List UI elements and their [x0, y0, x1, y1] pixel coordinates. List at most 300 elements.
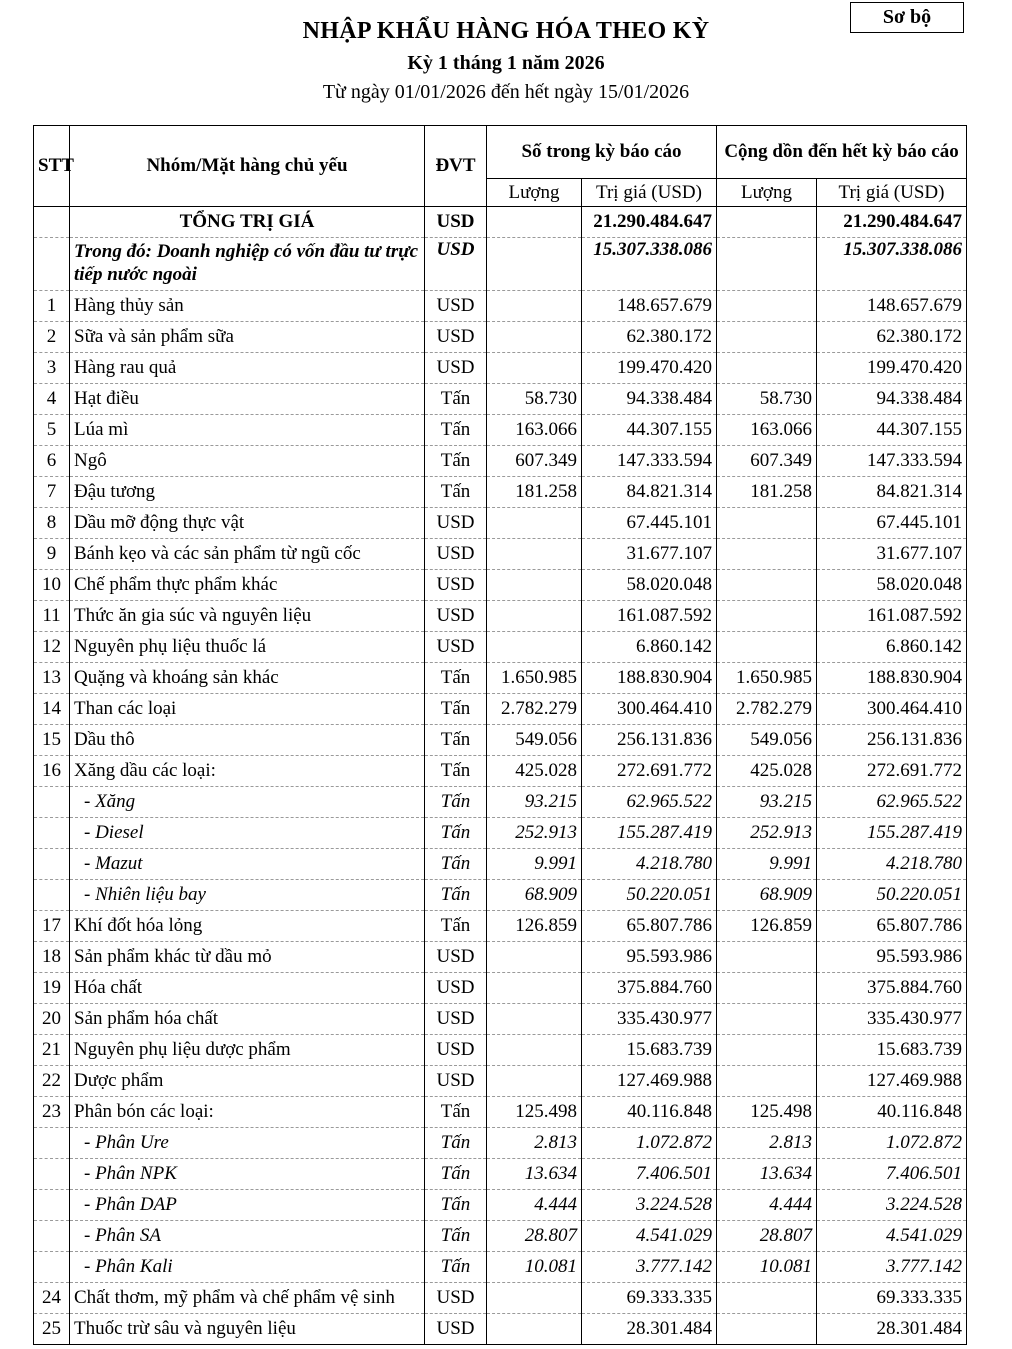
cell-stt: 10 [34, 570, 70, 601]
cell-qty-period [487, 353, 582, 384]
cell-stt: 9 [34, 539, 70, 570]
cell-value-period: 4.541.029 [582, 1221, 717, 1252]
cell-item-name: Thuốc trừ sâu và nguyên liệu [70, 1314, 425, 1345]
cell-qty-cumulative: 10.081 [717, 1252, 817, 1283]
cell-item-name: - Phân Ure [70, 1128, 425, 1159]
cell-value-period: 44.307.155 [582, 415, 717, 446]
cell-qty-cumulative: 28.807 [717, 1221, 817, 1252]
cell-unit: USD [425, 1314, 487, 1345]
table-row [34, 787, 967, 818]
cell-qty-cumulative: 126.859 [717, 911, 817, 942]
cell-qty-cumulative [717, 1066, 817, 1097]
cell-qty-cumulative [717, 322, 817, 353]
cell-value-period: 4.218.780 [582, 849, 717, 880]
cell-value-cumulative: 1.072.872 [817, 1128, 967, 1159]
cell-value-period: 84.821.314 [582, 477, 717, 508]
cell-item-name: Than các loại [70, 694, 425, 725]
cell-qty-cumulative: 93.215 [717, 787, 817, 818]
cell-unit: USD [425, 601, 487, 632]
cell-qty-period: 549.056 [487, 725, 582, 756]
table-row [34, 973, 967, 1004]
cell-stt [34, 818, 70, 849]
cell-qty-cumulative [717, 238, 817, 291]
table-row [34, 570, 967, 601]
cell-item-name: Hóa chất [70, 973, 425, 1004]
cell-unit: USD [425, 207, 487, 238]
cell-unit: Tấn [425, 725, 487, 756]
cell-stt: 13 [34, 663, 70, 694]
cell-qty-cumulative: 58.730 [717, 384, 817, 415]
cell-item-name: Quặng và khoáng sản khác [70, 663, 425, 694]
cell-stt [34, 880, 70, 911]
cell-item-name: Sữa và sản phẩm sữa [70, 322, 425, 353]
cell-stt: 18 [34, 942, 70, 973]
cell-value-cumulative: 272.691.772 [817, 756, 967, 787]
cell-stt: 14 [34, 694, 70, 725]
cell-value-cumulative: 300.464.410 [817, 694, 967, 725]
cell-value-period: 31.677.107 [582, 539, 717, 570]
cell-qty-period [487, 508, 582, 539]
cell-value-period: 67.445.101 [582, 508, 717, 539]
cell-qty-period: 10.081 [487, 1252, 582, 1283]
cell-qty-cumulative [717, 1314, 817, 1345]
cell-item-name: Phân bón các loại: [70, 1097, 425, 1128]
table-row [34, 1066, 967, 1097]
table-row [34, 508, 967, 539]
table-row [34, 415, 967, 446]
table-row [34, 384, 967, 415]
page-title: NHẬP KHẨU HÀNG HÓA THEO KỲ [302, 18, 710, 44]
cell-stt: 4 [34, 384, 70, 415]
header-qty-cumulative: Lượng [717, 179, 817, 207]
cell-unit: Tấn [425, 911, 487, 942]
cell-value-cumulative: 375.884.760 [817, 973, 967, 1004]
header-value-cumulative: Trị giá (USD) [817, 179, 967, 207]
cell-stt: 11 [34, 601, 70, 632]
cell-stt: 12 [34, 632, 70, 663]
cell-value-period: 147.333.594 [582, 446, 717, 477]
cell-value-cumulative: 155.287.419 [817, 818, 967, 849]
cell-value-cumulative: 148.657.679 [817, 291, 967, 322]
cell-unit: Tấn [425, 1128, 487, 1159]
cell-qty-cumulative: 549.056 [717, 725, 817, 756]
cell-unit: USD [425, 508, 487, 539]
cell-qty-period [487, 1004, 582, 1035]
cell-value-cumulative: 4.218.780 [817, 849, 967, 880]
table-row [34, 353, 967, 384]
cell-value-period: 58.020.048 [582, 570, 717, 601]
cell-item-name: Thức ăn gia súc và nguyên liệu [70, 601, 425, 632]
cell-unit: Tấn [425, 415, 487, 446]
cell-item-name: Dược phẩm [70, 1066, 425, 1097]
cell-value-period: 335.430.977 [582, 1004, 717, 1035]
cell-item-name: Khí đốt hóa lỏng [70, 911, 425, 942]
cell-value-period: 50.220.051 [582, 880, 717, 911]
cell-value-cumulative: 3.777.142 [817, 1252, 967, 1283]
cell-value-cumulative: 69.333.335 [817, 1283, 967, 1314]
cell-qty-period: 181.258 [487, 477, 582, 508]
cell-qty-period [487, 1314, 582, 1345]
cell-value-cumulative: 3.224.528 [817, 1190, 967, 1221]
table-row [34, 663, 967, 694]
table-row [34, 1128, 967, 1159]
cell-stt: 21 [34, 1035, 70, 1066]
table-row [34, 238, 967, 291]
cell-value-period: 62.965.522 [582, 787, 717, 818]
cell-qty-period: 163.066 [487, 415, 582, 446]
cell-value-cumulative: 31.677.107 [817, 539, 967, 570]
cell-unit: USD [425, 973, 487, 1004]
table-row [34, 1190, 967, 1221]
header-stt: STT [34, 126, 70, 207]
cell-qty-cumulative [717, 508, 817, 539]
cell-qty-period: 2.782.279 [487, 694, 582, 725]
cell-item-name: Bánh kẹo và các sản phẩm từ ngũ cốc [70, 539, 425, 570]
cell-value-period: 375.884.760 [582, 973, 717, 1004]
cell-unit: USD [425, 539, 487, 570]
cell-value-period: 28.301.484 [582, 1314, 717, 1345]
cell-stt [34, 1221, 70, 1252]
cell-value-cumulative: 147.333.594 [817, 446, 967, 477]
cell-qty-cumulative [717, 1004, 817, 1035]
page-subtitle: Kỳ 1 tháng 1 năm 2026 [407, 52, 605, 74]
cell-qty-cumulative: 2.782.279 [717, 694, 817, 725]
cell-value-cumulative: 188.830.904 [817, 663, 967, 694]
cell-qty-cumulative [717, 570, 817, 601]
cell-qty-cumulative [717, 942, 817, 973]
cell-item-name: TỔNG TRỊ GIÁ [70, 207, 425, 238]
cell-value-period: 21.290.484.647 [582, 207, 717, 238]
table-row [34, 1283, 967, 1314]
cell-item-name: Hạt điều [70, 384, 425, 415]
cell-qty-period [487, 1066, 582, 1097]
cell-qty-cumulative: 1.650.985 [717, 663, 817, 694]
cell-value-period: 127.469.988 [582, 1066, 717, 1097]
cell-unit: Tấn [425, 477, 487, 508]
cell-value-period: 272.691.772 [582, 756, 717, 787]
cell-qty-period [487, 291, 582, 322]
cell-stt [34, 787, 70, 818]
table-row [34, 1314, 967, 1345]
cell-item-name: Đậu tương [70, 477, 425, 508]
header-value-period: Trị giá (USD) [582, 179, 717, 207]
cell-qty-cumulative: 125.498 [717, 1097, 817, 1128]
cell-qty-period: 93.215 [487, 787, 582, 818]
cell-value-period: 300.464.410 [582, 694, 717, 725]
table-row [34, 1097, 967, 1128]
cell-unit: USD [425, 632, 487, 663]
table-row [34, 1252, 967, 1283]
cell-qty-cumulative: 13.634 [717, 1159, 817, 1190]
cell-stt [34, 1190, 70, 1221]
cell-value-period: 6.860.142 [582, 632, 717, 663]
cell-value-cumulative: 28.301.484 [817, 1314, 967, 1345]
cell-stt: 24 [34, 1283, 70, 1314]
cell-qty-period: 607.349 [487, 446, 582, 477]
cell-value-cumulative: 6.860.142 [817, 632, 967, 663]
cell-value-period: 94.338.484 [582, 384, 717, 415]
cell-item-name: Xăng dầu các loại: [70, 756, 425, 787]
cell-item-name: Lúa mì [70, 415, 425, 446]
cell-stt: 1 [34, 291, 70, 322]
import-table [33, 125, 967, 1345]
cell-qty-period: 252.913 [487, 818, 582, 849]
cell-value-period: 95.593.986 [582, 942, 717, 973]
header-qty-period: Lượng [487, 179, 582, 207]
cell-stt: 3 [34, 353, 70, 384]
cell-qty-cumulative [717, 973, 817, 1004]
table-row [34, 694, 967, 725]
table-row [34, 1221, 967, 1252]
cell-unit: USD [425, 322, 487, 353]
cell-stt: 15 [34, 725, 70, 756]
cell-qty-cumulative [717, 539, 817, 570]
cell-stt: 19 [34, 973, 70, 1004]
cell-qty-period [487, 322, 582, 353]
cell-qty-cumulative: 9.991 [717, 849, 817, 880]
cell-value-period: 15.683.739 [582, 1035, 717, 1066]
cell-item-name: - Phân NPK [70, 1159, 425, 1190]
table-row [34, 849, 967, 880]
cell-qty-period: 9.991 [487, 849, 582, 880]
cell-item-name: Ngô [70, 446, 425, 477]
cell-item-name: Chế phẩm thực phẩm khác [70, 570, 425, 601]
cell-qty-period [487, 942, 582, 973]
cell-value-cumulative: 4.541.029 [817, 1221, 967, 1252]
cell-value-cumulative: 94.338.484 [817, 384, 967, 415]
cell-qty-cumulative [717, 207, 817, 238]
cell-value-period: 62.380.172 [582, 322, 717, 353]
cell-stt [34, 238, 70, 291]
header-unit: ĐVT [425, 126, 487, 207]
cell-value-cumulative: 67.445.101 [817, 508, 967, 539]
cell-value-period: 40.116.848 [582, 1097, 717, 1128]
header-cumulative: Cộng dồn đến hết kỳ báo cáo [717, 126, 967, 179]
table-row [34, 539, 967, 570]
cell-stt: 6 [34, 446, 70, 477]
cell-qty-period: 425.028 [487, 756, 582, 787]
cell-stt: 17 [34, 911, 70, 942]
cell-stt [34, 849, 70, 880]
cell-qty-cumulative [717, 632, 817, 663]
status-badge: Sơ bộ [850, 2, 964, 33]
cell-value-cumulative: 15.683.739 [817, 1035, 967, 1066]
table-row [34, 1004, 967, 1035]
cell-item-name: Hàng rau quả [70, 353, 425, 384]
cell-unit: USD [425, 1004, 487, 1035]
cell-qty-period: 126.859 [487, 911, 582, 942]
cell-unit: Tấn [425, 1252, 487, 1283]
cell-item-name: Sản phẩm hóa chất [70, 1004, 425, 1035]
table-row [34, 880, 967, 911]
cell-qty-cumulative: 607.349 [717, 446, 817, 477]
cell-item-name: - Diesel [70, 818, 425, 849]
cell-unit: USD [425, 1066, 487, 1097]
cell-unit: Tấn [425, 384, 487, 415]
cell-qty-cumulative [717, 1035, 817, 1066]
cell-qty-cumulative: 425.028 [717, 756, 817, 787]
table-row [34, 725, 967, 756]
cell-unit: USD [425, 942, 487, 973]
cell-value-cumulative: 40.116.848 [817, 1097, 967, 1128]
cell-qty-cumulative: 4.444 [717, 1190, 817, 1221]
cell-qty-period: 68.909 [487, 880, 582, 911]
cell-value-cumulative: 84.821.314 [817, 477, 967, 508]
table-row [34, 322, 967, 353]
cell-item-name: - Mazut [70, 849, 425, 880]
cell-qty-cumulative [717, 601, 817, 632]
cell-value-period: 161.087.592 [582, 601, 717, 632]
cell-stt [34, 1159, 70, 1190]
cell-value-cumulative: 127.469.988 [817, 1066, 967, 1097]
cell-unit: USD [425, 1283, 487, 1314]
cell-value-period: 155.287.419 [582, 818, 717, 849]
cell-unit: Tấn [425, 818, 487, 849]
cell-qty-period [487, 570, 582, 601]
table-row [34, 477, 967, 508]
cell-item-name: Chất thơm, mỹ phẩm và chế phẩm vệ sinh [70, 1283, 425, 1314]
table-row [34, 1035, 967, 1066]
cell-qty-period: 125.498 [487, 1097, 582, 1128]
cell-qty-period: 28.807 [487, 1221, 582, 1252]
cell-qty-period: 58.730 [487, 384, 582, 415]
cell-qty-period [487, 601, 582, 632]
table-row [34, 291, 967, 322]
cell-qty-cumulative [717, 291, 817, 322]
cell-qty-cumulative: 252.913 [717, 818, 817, 849]
cell-item-name: Trong đó: Doanh nghiệp có vốn đầu tư trực tiếp nước ngoài [70, 238, 425, 291]
cell-unit: USD [425, 238, 487, 291]
cell-item-name: Sản phẩm khác từ dầu mỏ [70, 942, 425, 973]
period-range: Từ ngày 01/01/2026 đến hết ngày 15/01/2026 [322, 81, 690, 103]
cell-value-period: 148.657.679 [582, 291, 717, 322]
cell-value-cumulative: 44.307.155 [817, 415, 967, 446]
cell-stt [34, 1252, 70, 1283]
cell-qty-cumulative: 68.909 [717, 880, 817, 911]
cell-value-cumulative: 7.406.501 [817, 1159, 967, 1190]
cell-unit: Tấn [425, 446, 487, 477]
cell-qty-cumulative [717, 353, 817, 384]
cell-unit: Tấn [425, 787, 487, 818]
cell-value-cumulative: 58.020.048 [817, 570, 967, 601]
cell-stt [34, 207, 70, 238]
cell-qty-period [487, 632, 582, 663]
cell-unit: Tấn [425, 694, 487, 725]
cell-value-cumulative: 21.290.484.647 [817, 207, 967, 238]
cell-value-period: 7.406.501 [582, 1159, 717, 1190]
cell-qty-period: 1.650.985 [487, 663, 582, 694]
cell-unit: USD [425, 1035, 487, 1066]
cell-value-cumulative: 256.131.836 [817, 725, 967, 756]
cell-stt [34, 1128, 70, 1159]
cell-value-period: 3.777.142 [582, 1252, 717, 1283]
cell-qty-period: 4.444 [487, 1190, 582, 1221]
cell-value-cumulative: 62.380.172 [817, 322, 967, 353]
cell-value-cumulative: 95.593.986 [817, 942, 967, 973]
cell-stt: 23 [34, 1097, 70, 1128]
cell-unit: Tấn [425, 1190, 487, 1221]
cell-qty-period [487, 207, 582, 238]
table-row [34, 818, 967, 849]
cell-stt: 8 [34, 508, 70, 539]
cell-value-period: 188.830.904 [582, 663, 717, 694]
cell-unit: Tấn [425, 756, 487, 787]
cell-value-cumulative: 199.470.420 [817, 353, 967, 384]
cell-qty-period [487, 539, 582, 570]
cell-qty-cumulative: 181.258 [717, 477, 817, 508]
cell-unit: Tấn [425, 1159, 487, 1190]
cell-unit: USD [425, 570, 487, 601]
cell-stt: 25 [34, 1314, 70, 1345]
table-row [34, 632, 967, 663]
cell-stt: 16 [34, 756, 70, 787]
cell-item-name: - Phân SA [70, 1221, 425, 1252]
cell-qty-cumulative [717, 1283, 817, 1314]
cell-item-name: - Phân Kali [70, 1252, 425, 1283]
cell-stt: 20 [34, 1004, 70, 1035]
cell-qty-period [487, 973, 582, 1004]
cell-item-name: - Phân DAP [70, 1190, 425, 1221]
cell-item-name: Dầu mỡ động thực vật [70, 508, 425, 539]
header-group: Nhóm/Mặt hàng chủ yếu [70, 126, 425, 207]
cell-qty-cumulative: 2.813 [717, 1128, 817, 1159]
cell-value-cumulative: 335.430.977 [817, 1004, 967, 1035]
table-row [34, 1159, 967, 1190]
cell-value-cumulative: 15.307.338.086 [817, 238, 967, 291]
table-row [34, 446, 967, 477]
cell-item-name: Hàng thủy sản [70, 291, 425, 322]
table-row [34, 942, 967, 973]
cell-qty-period [487, 1035, 582, 1066]
cell-unit: Tấn [425, 880, 487, 911]
cell-stt: 7 [34, 477, 70, 508]
cell-unit: Tấn [425, 1097, 487, 1128]
cell-item-name: Nguyên phụ liệu thuốc lá [70, 632, 425, 663]
cell-qty-period: 13.634 [487, 1159, 582, 1190]
table-row [34, 601, 967, 632]
cell-stt: 22 [34, 1066, 70, 1097]
cell-stt: 5 [34, 415, 70, 446]
cell-value-cumulative: 65.807.786 [817, 911, 967, 942]
cell-value-cumulative: 161.087.592 [817, 601, 967, 632]
cell-item-name: Nguyên phụ liệu dược phẩm [70, 1035, 425, 1066]
cell-unit: Tấn [425, 1221, 487, 1252]
cell-value-period: 3.224.528 [582, 1190, 717, 1221]
table-row [34, 911, 967, 942]
cell-value-period: 1.072.872 [582, 1128, 717, 1159]
cell-unit: Tấn [425, 663, 487, 694]
cell-qty-period [487, 1283, 582, 1314]
cell-unit: USD [425, 353, 487, 384]
cell-value-cumulative: 62.965.522 [817, 787, 967, 818]
table-row [34, 756, 967, 787]
cell-qty-period: 2.813 [487, 1128, 582, 1159]
header-period-report: Số trong kỳ báo cáo [487, 126, 717, 179]
cell-value-period: 69.333.335 [582, 1283, 717, 1314]
cell-value-period: 15.307.338.086 [582, 238, 717, 291]
cell-unit: USD [425, 291, 487, 322]
cell-stt: 2 [34, 322, 70, 353]
cell-qty-period [487, 238, 582, 291]
cell-value-period: 256.131.836 [582, 725, 717, 756]
cell-value-period: 65.807.786 [582, 911, 717, 942]
cell-item-name: - Nhiên liệu bay [70, 880, 425, 911]
table-row [34, 207, 967, 238]
cell-unit: Tấn [425, 849, 487, 880]
cell-value-cumulative: 50.220.051 [817, 880, 967, 911]
cell-item-name: Dầu thô [70, 725, 425, 756]
cell-value-period: 199.470.420 [582, 353, 717, 384]
